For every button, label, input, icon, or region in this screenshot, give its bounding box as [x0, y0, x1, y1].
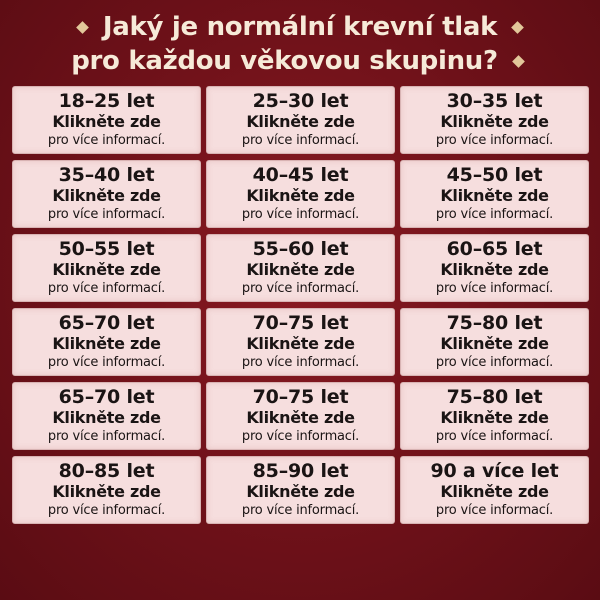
age-label: 35–40 let: [58, 164, 155, 186]
age-label: 40–45 let: [252, 164, 349, 186]
age-label: 55–60 let: [252, 238, 349, 260]
age-card-17[interactable]: [400, 456, 589, 524]
age-card-9[interactable]: [12, 308, 201, 376]
page-title: [0, 10, 600, 78]
age-card-13[interactable]: [206, 382, 395, 450]
age-card-1[interactable]: [206, 86, 395, 154]
age-card-8[interactable]: [400, 234, 589, 302]
more-info-text: pro více informací.: [47, 133, 166, 148]
title-line-1: [0, 10, 600, 44]
more-info-text: pro více informací.: [241, 281, 360, 296]
more-info-text: pro více informací.: [47, 207, 166, 222]
click-here-link[interactable]: Klikněte zde: [246, 408, 355, 427]
diamond-icon: [512, 55, 525, 68]
age-label: 25–30 let: [252, 90, 349, 112]
more-info-text: pro více informací.: [435, 281, 554, 296]
age-label: 50–55 let: [58, 238, 155, 260]
more-info-text: pro více informací.: [241, 429, 360, 444]
click-here-link[interactable]: Klikněte zde: [246, 186, 355, 205]
more-info-text: pro více informací.: [435, 503, 554, 518]
age-card-12[interactable]: [12, 382, 201, 450]
click-here-link[interactable]: Klikněte zde: [440, 112, 549, 131]
age-label: 75–80 let: [446, 312, 543, 334]
diamond-icon: [511, 21, 524, 34]
click-here-link[interactable]: Klikněte zde: [52, 482, 161, 501]
more-info-text: pro více informací.: [47, 429, 166, 444]
click-here-link[interactable]: Klikněte zde: [246, 482, 355, 501]
click-here-link[interactable]: Klikněte zde: [246, 260, 355, 279]
age-label: 75–80 let: [446, 386, 543, 408]
more-info-text: pro více informací.: [435, 429, 554, 444]
title-text-1: Jaký je normální krevní tlak: [102, 12, 498, 42]
click-here-link[interactable]: Klikněte zde: [440, 408, 549, 427]
more-info-text: pro více informací.: [241, 133, 360, 148]
age-card-6[interactable]: [12, 234, 201, 302]
click-here-link[interactable]: Klikněte zde: [52, 334, 161, 353]
age-card-3[interactable]: [12, 160, 201, 228]
more-info-text: pro více informací.: [47, 355, 166, 370]
age-card-10[interactable]: [206, 308, 395, 376]
more-info-text: pro více informací.: [47, 503, 166, 518]
age-card-2[interactable]: [400, 86, 589, 154]
age-label: 80–85 let: [58, 460, 155, 482]
diamond-icon: [76, 21, 89, 34]
age-card-14[interactable]: [400, 382, 589, 450]
click-here-link[interactable]: Klikněte zde: [440, 334, 549, 353]
age-card-0[interactable]: [12, 86, 201, 154]
age-label: 65–70 let: [58, 386, 155, 408]
click-here-link[interactable]: Klikněte zde: [440, 482, 549, 501]
title-line-2: [0, 44, 600, 78]
age-label: 65–70 let: [58, 312, 155, 334]
age-label: 70–75 let: [252, 386, 349, 408]
age-label: 45–50 let: [446, 164, 543, 186]
age-card-11[interactable]: [400, 308, 589, 376]
click-here-link[interactable]: Klikněte zde: [52, 186, 161, 205]
more-info-text: pro více informací.: [435, 207, 554, 222]
more-info-text: pro více informací.: [47, 281, 166, 296]
more-info-text: pro více informací.: [435, 355, 554, 370]
age-label: 90 a více let: [430, 460, 559, 482]
age-label: 85–90 let: [252, 460, 349, 482]
age-card-4[interactable]: [206, 160, 395, 228]
click-here-link[interactable]: Klikněte zde: [246, 334, 355, 353]
more-info-text: pro více informací.: [241, 503, 360, 518]
age-card-15[interactable]: [12, 456, 201, 524]
more-info-text: pro více informací.: [435, 133, 554, 148]
age-card-7[interactable]: [206, 234, 395, 302]
age-group-grid: [12, 86, 589, 528]
age-label: 60–65 let: [446, 238, 543, 260]
age-card-5[interactable]: [400, 160, 589, 228]
age-card-16[interactable]: [206, 456, 395, 524]
click-here-link[interactable]: Klikněte zde: [440, 186, 549, 205]
click-here-link[interactable]: Klikněte zde: [52, 112, 161, 131]
click-here-link[interactable]: Klikněte zde: [52, 408, 161, 427]
age-label: 30–35 let: [446, 90, 543, 112]
click-here-link[interactable]: Klikněte zde: [246, 112, 355, 131]
more-info-text: pro více informací.: [241, 355, 360, 370]
click-here-link[interactable]: Klikněte zde: [440, 260, 549, 279]
click-here-link[interactable]: Klikněte zde: [52, 260, 161, 279]
age-label: 18–25 let: [58, 90, 155, 112]
more-info-text: pro více informací.: [241, 207, 360, 222]
age-label: 70–75 let: [252, 312, 349, 334]
title-text-2: pro každou věkovou skupinu?: [71, 46, 498, 76]
